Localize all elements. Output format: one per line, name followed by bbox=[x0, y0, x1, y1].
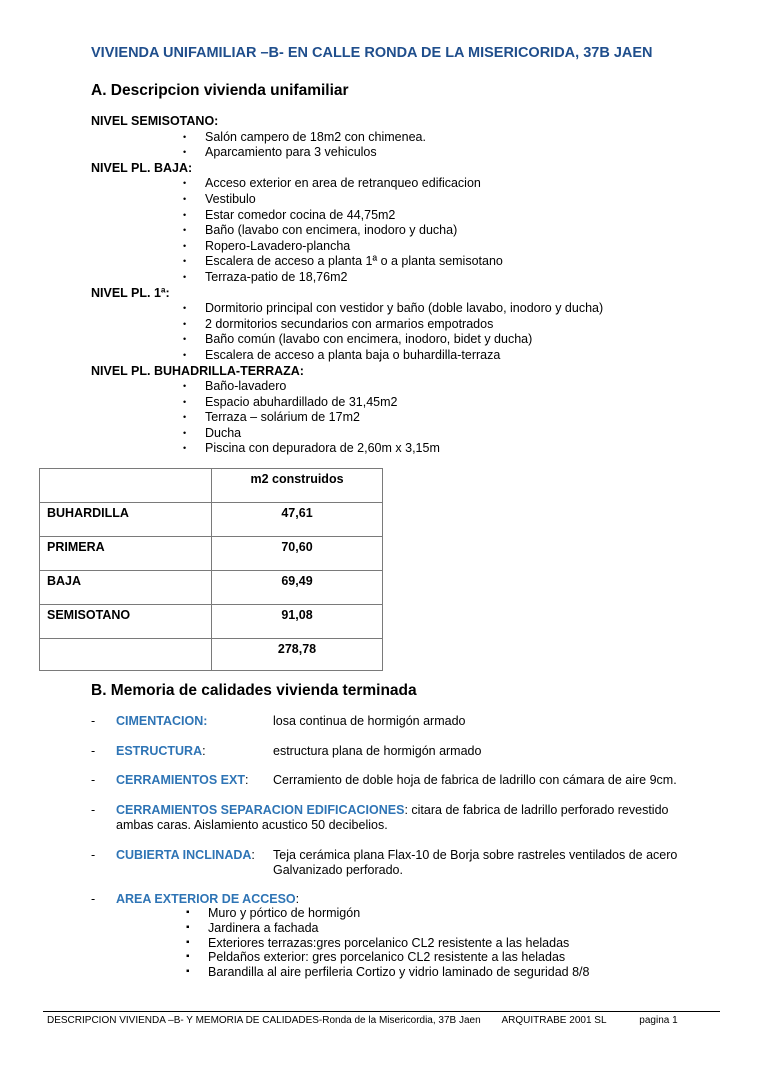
bullet-icon: • bbox=[183, 396, 187, 407]
bullet-icon: • bbox=[183, 381, 187, 392]
level-list-buhardilla bbox=[91, 379, 711, 457]
list-item: • Terraza-patio de 18,76m2 bbox=[183, 269, 348, 284]
bullet-icon: • bbox=[183, 334, 187, 345]
table-row bbox=[40, 537, 383, 571]
list-item: ▪ Jardinera a fachada bbox=[186, 920, 319, 935]
table-cell-value: 70,60 bbox=[212, 537, 383, 571]
level-list-baja bbox=[91, 176, 711, 285]
square-bullet-icon: ▪ bbox=[186, 936, 190, 948]
bullet-icon: • bbox=[183, 256, 187, 267]
list-item: • Espacio abuhardillado de 31,45m2 bbox=[183, 394, 398, 409]
table-cell-name: BAJA bbox=[40, 571, 212, 605]
square-bullet-icon: ▪ bbox=[186, 921, 190, 933]
quality-value: estructura plana de hormigón armado bbox=[273, 744, 482, 758]
table-cell-value: 69,49 bbox=[212, 571, 383, 605]
footer-document-name: DESCRIPCION VIVIENDA –B- Y MEMORIA DE CALIDADES-Ronda de la Misericordia, 37B Jaen bbox=[47, 1015, 481, 1026]
list-item: • Salón campero de 18m2 con chimenea. bbox=[183, 129, 426, 144]
page-footer bbox=[47, 1015, 678, 1026]
exterior-items-list bbox=[91, 906, 711, 980]
list-item: • Estar comedor cocina de 44,75m2 bbox=[183, 207, 396, 222]
square-bullet-icon: ▪ bbox=[186, 966, 190, 978]
bullet-icon: • bbox=[183, 412, 187, 423]
list-item: • Terraza – solárium de 17m2 bbox=[183, 410, 360, 425]
level-label-baja: NIVEL PL. BAJA: bbox=[91, 160, 193, 175]
level-label-primera: NIVEL PL. 1ª: bbox=[91, 285, 170, 300]
list-item: ▪ Exteriores terrazas:gres porcelanico CL2 resistente a las heladas bbox=[186, 935, 570, 950]
list-item: • Baño (lavabo con encimera, inodoro y ducha) bbox=[183, 223, 458, 238]
bullet-icon: • bbox=[183, 131, 187, 142]
list-item: • Piscina con depuradora de 2,60m x 3,15m bbox=[183, 441, 440, 456]
bullet-icon: • bbox=[183, 427, 187, 438]
bullet-icon: • bbox=[183, 443, 187, 454]
table-cell-value: 47,61 bbox=[212, 503, 383, 537]
list-item: • Dormitorio principal con vestidor y baño (doble lavabo, inodoro y ducha) bbox=[183, 301, 604, 316]
bullet-icon: • bbox=[183, 178, 187, 189]
table-row bbox=[40, 571, 383, 605]
bullet-icon: • bbox=[183, 147, 187, 158]
section-a-title: A. Descripcion vivienda unifamiliar bbox=[91, 82, 349, 99]
bullet-icon: • bbox=[183, 349, 187, 360]
level-label-buhardilla: NIVEL PL. BUHADRILLA-TERRAZA: bbox=[91, 363, 304, 378]
level-list-semisotano bbox=[91, 130, 711, 161]
list-item: • Acceso exterior en area de retranqueo edificacion bbox=[183, 176, 481, 191]
table-cell-name: PRIMERA bbox=[40, 537, 212, 571]
table-header-m2: m2 construidos bbox=[212, 469, 383, 503]
bullet-icon: • bbox=[183, 193, 187, 204]
table-header-row bbox=[40, 469, 383, 503]
list-item: ▪ Muro y pórtico de hormigón bbox=[186, 906, 361, 920]
quality-value: Teja cerámica plana Flax-10 de Borja sobre rastreles ventilados de acero bbox=[273, 848, 678, 862]
footer-company: ARQUITRABE 2001 SL bbox=[501, 1015, 607, 1026]
table-cell-empty bbox=[40, 639, 212, 671]
quality-key: CERRAMIENTOS EXT: bbox=[116, 773, 249, 787]
list-item: • Escalera de acceso a planta baja o buhardilla-terraza bbox=[183, 347, 501, 362]
footer-page-number: pagina 1 bbox=[639, 1015, 678, 1026]
quality-text-line2: ambas caras. Aislamiento acustico 50 decibelios. bbox=[116, 818, 388, 832]
section-b-title: B. Memoria de calidades vivienda terminada bbox=[91, 682, 417, 699]
square-bullet-icon: ▪ bbox=[186, 951, 190, 963]
list-item: • Escalera de acceso a planta 1ª o a planta semisotano bbox=[183, 254, 503, 269]
dash-marker: - bbox=[91, 848, 96, 862]
quality-key: ESTRUCTURA: bbox=[116, 744, 206, 758]
table-row bbox=[40, 605, 383, 639]
list-item: • Baño común (lavabo con encimera, inodoro, bidet y ducha) bbox=[183, 332, 533, 347]
list-item: • Ropero-Lavadero-plancha bbox=[183, 238, 351, 253]
list-item: • Aparcamiento para 3 vehiculos bbox=[183, 145, 377, 160]
bullet-icon: • bbox=[183, 240, 187, 251]
list-item: • Baño-lavadero bbox=[183, 379, 287, 394]
bullet-icon: • bbox=[183, 209, 187, 220]
table-total-row bbox=[40, 639, 383, 671]
bullet-icon: • bbox=[183, 318, 187, 329]
dash-marker: - bbox=[91, 744, 96, 758]
square-bullet-icon: ▪ bbox=[186, 907, 190, 918]
level-list-primera bbox=[91, 301, 711, 363]
level-label-semisotano: NIVEL SEMISOTANO: bbox=[91, 114, 219, 128]
list-item: • Ducha bbox=[183, 425, 242, 440]
quality-value: Cerramiento de doble hoja de fabrica de ladrillo con cámara de aire 9cm. bbox=[273, 773, 677, 787]
table-cell-name: BUHARDILLA bbox=[40, 503, 212, 537]
quality-value: losa continua de hormigón armado bbox=[273, 714, 466, 728]
dash-marker: - bbox=[91, 773, 96, 787]
quality-value-line2: Galvanizado perforado. bbox=[273, 863, 403, 877]
quality-key: AREA EXTERIOR DE ACCESO: bbox=[116, 892, 300, 906]
table-cell-value: 91,08 bbox=[212, 605, 383, 639]
bullet-icon: • bbox=[183, 303, 187, 314]
quality-key: CUBIERTA INCLINADA: bbox=[116, 848, 255, 862]
dash-marker: - bbox=[91, 714, 96, 728]
table-header-empty bbox=[40, 469, 212, 503]
levels-description bbox=[91, 114, 711, 457]
quality-key: CIMENTACION: bbox=[116, 714, 208, 728]
table-row bbox=[40, 503, 383, 537]
list-item: ▪ Barandilla al aire perfileria Cortizo y vidrio laminado de seguridad 8/8 bbox=[186, 965, 590, 980]
bullet-icon: • bbox=[183, 271, 187, 282]
dash-marker: - bbox=[91, 892, 96, 906]
bullet-icon: • bbox=[183, 225, 187, 236]
quality-text: CERRAMIENTOS SEPARACION EDIFICACIONES: citara de fabrica de ladrillo perforado revestido bbox=[116, 803, 669, 817]
list-item: • Vestibulo bbox=[183, 191, 256, 206]
document-title: VIVIENDA UNIFAMILIAR –B- EN CALLE RONDA DE LA MISERICORIDA, 37B JAEN bbox=[91, 45, 653, 61]
footer-divider bbox=[43, 1011, 720, 1012]
table-cell-name: SEMISOTANO bbox=[40, 605, 212, 639]
dash-marker: - bbox=[91, 803, 96, 817]
list-item: • 2 dormitorios secundarios con armarios empotrados bbox=[183, 316, 494, 331]
list-item: ▪ Peldaños exterior: gres porcelanico CL2 resistente a las heladas bbox=[186, 950, 566, 965]
area-table bbox=[39, 468, 383, 671]
table-cell-total: 278,78 bbox=[212, 639, 383, 671]
